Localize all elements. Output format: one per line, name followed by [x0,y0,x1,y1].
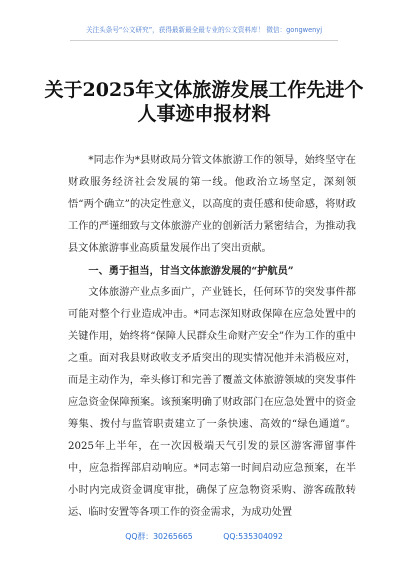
footer-qq-group: QQ群：30265665 [125,532,193,541]
footer-contact [0,531,408,542]
document-body [68,150,356,524]
document-title [40,78,368,126]
header-banner: 关注头条号“公文研究”，获得最新最全最专业的公文资料库！ 微信：gongwenyj [85,26,323,34]
header-divider [70,40,338,41]
footer-qq: QQ:535304092 [223,532,283,541]
section-1-paragraph: 文体旅游产业点多面广，产业链长，任何环节的突发事件都可能对整个行业造成冲击。*同志深知财政保障在应急处置中的关键作用，始终将“保障人民群众生命财产安全”作为工作的重中之重。面对我县财政收支矛盾突出的现实情况他并未消极应对，而是主动作为，牵头修订和完善了覆盖文体旅游领域的突发事件应急资金保障预案。该预案明确了财政部门在应急处置中的资金筹集、拨付与监管职责建立了一条快速、高效的“绿色通道”。2025年上半年，在一次因极端天气引发的景区游客滞留事件中，应急指挥部启动响应。*同志第一时间启动应急预案，在半小时内完成资金调度审批，确保了应急物资采购、游客疏散转运、临时安置等各项工作的资金需求，为成功处置 [68,287,356,518]
section-heading-1: 一、勇于担当，甘当文体旅游发展的“护航员” [88,265,294,277]
title-line-1: 关于2025年文体旅游发展工作先进个 [44,79,364,101]
title-line-2: 人事迹申报材料 [137,103,271,125]
intro-paragraph: *同志作为*县财政局分管文体旅游工作的领导，始终坚守在财政服务经济社会发展的第一线。他政治立场坚定，深刻领悟“两个确立”的决定性意义，以高度的责任感和使命感，将财政工作的严谨细致与文体旅游产业的创新活力紧密结合，为推动我县文体旅游事业高质量发展作出了突出贡献。 [68,155,356,254]
